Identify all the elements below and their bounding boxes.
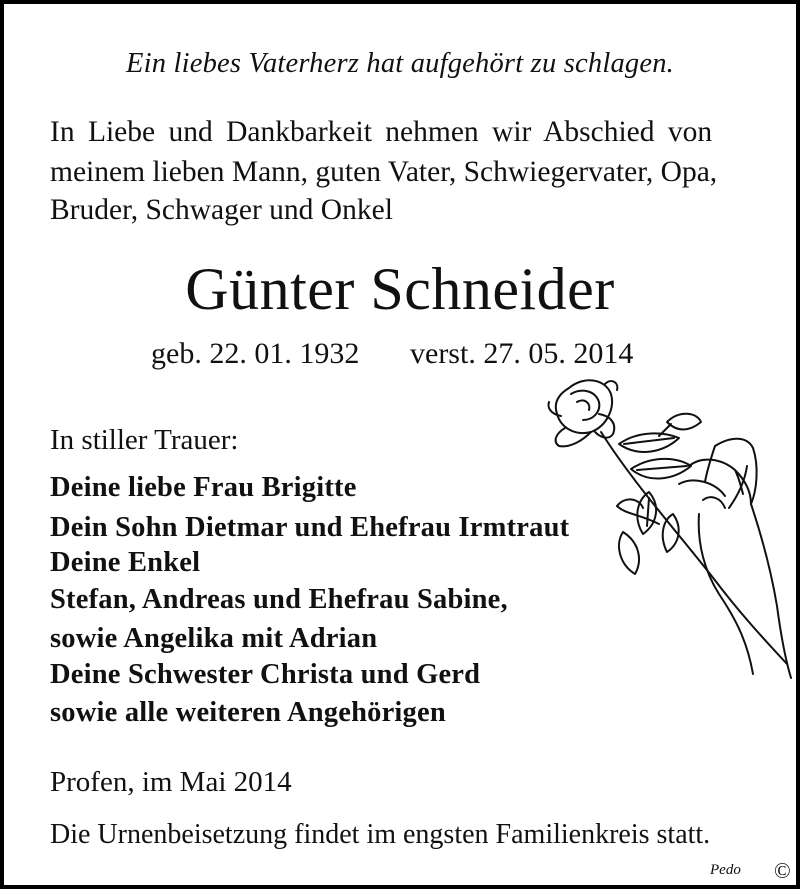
intro-line: In Liebe und Dankbarkeit nehmen wir Abschied von (50, 116, 713, 148)
rose-stem (601, 432, 787, 664)
mourner-line: Deine Enkel (50, 547, 201, 578)
hand-holding-rose-icon (539, 374, 794, 694)
mourner-line: Deine liebe Frau Brigitte (50, 472, 357, 503)
deceased-name: Günter Schneider (185, 256, 615, 322)
mourner-line: Deine Schwester Christa und Gerd (50, 659, 481, 690)
mourner-line: Dein Sohn Dietmar und Ehefrau Irmtraut (50, 512, 570, 543)
intro-line: Bruder, Schwager und Onkel (50, 194, 393, 226)
mourner-line: sowie alle weiteren Angehörigen (50, 697, 446, 728)
death-date: verst. 27. 05. 2014 (410, 337, 634, 370)
mourner-line: Stefan, Andreas und Ehefrau Sabine, (50, 584, 508, 615)
rose-bloom (549, 380, 618, 446)
copyright-symbol: © (774, 858, 791, 883)
mourner-line: sowie Angelika mit Adrian (50, 623, 378, 654)
intro-line: meinem lieben Mann, guten Vater, Schwiegervater, Opa, (50, 156, 718, 188)
publisher-signature: Pedo (710, 862, 741, 878)
mourning-heading: In stiller Trauer: (50, 424, 239, 456)
burial-note: Die Urnenbeisetzung findet im engsten Familienkreis statt. (50, 819, 711, 850)
hand (679, 439, 791, 678)
motto: Ein liebes Vaterherz hat aufgehört zu schlagen. (126, 48, 674, 79)
rose-leaves (617, 414, 701, 574)
place-date: Profen, im Mai 2014 (50, 766, 292, 798)
birth-date: geb. 22. 01. 1932 (151, 337, 360, 370)
